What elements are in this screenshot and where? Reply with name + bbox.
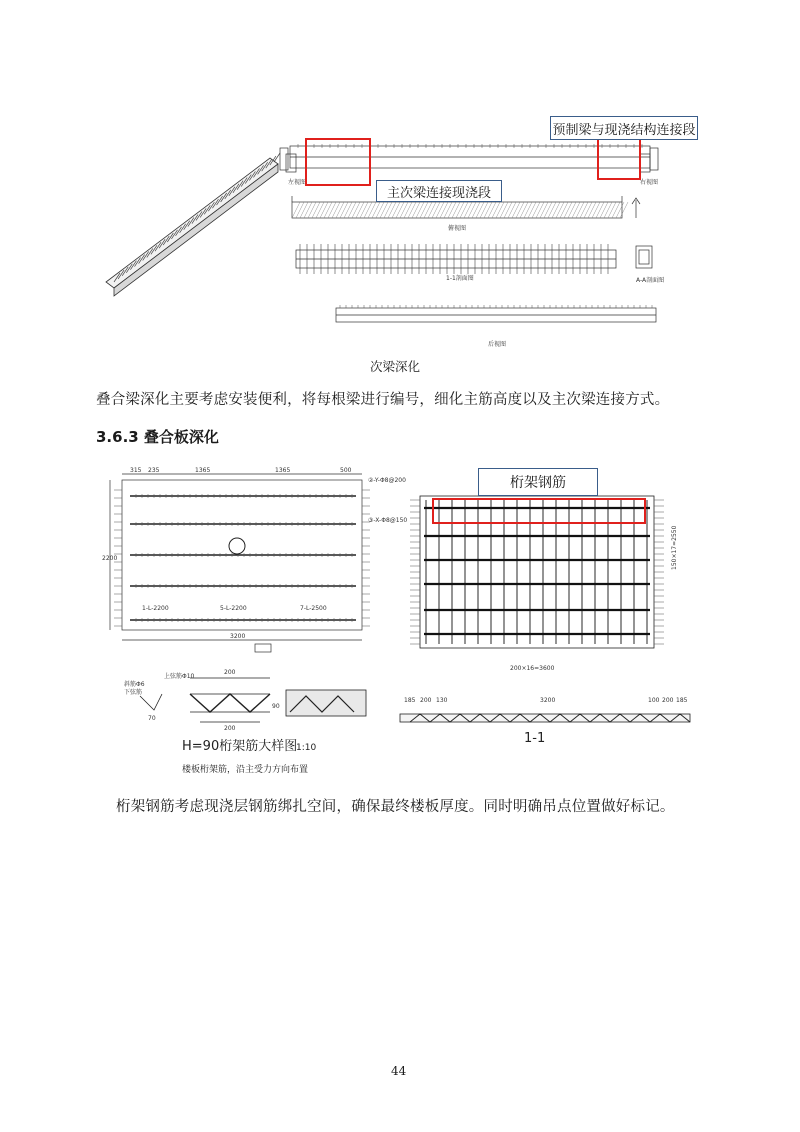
- section-dim: 130: [436, 697, 448, 704]
- plan-dim: 1365: [195, 467, 211, 474]
- drawing-line: [544, 202, 552, 218]
- rebar-mark: 1-L-2200: [142, 605, 169, 612]
- drawing-line: [464, 202, 472, 218]
- plan-dim: 1365: [275, 467, 291, 474]
- drawing-line: [388, 202, 396, 218]
- paragraph-beam: 叠合梁深化主要考虑安装便利，将每根梁进行编号，细化主筋高度以及主次梁连接方式。: [96, 392, 670, 408]
- dim-200: 200: [224, 725, 236, 732]
- drawing-line: [436, 202, 444, 218]
- drawing-line: [604, 202, 612, 218]
- drawing-line: [512, 202, 520, 218]
- drawing-line: [308, 202, 316, 218]
- drawing-line: [580, 202, 588, 218]
- view-label: 后视图: [488, 341, 507, 348]
- plan-height: 2200: [102, 555, 118, 562]
- figure-secondary-beam: [100, 110, 700, 350]
- drawing-line: [348, 202, 356, 218]
- drawing-line: [448, 202, 456, 218]
- drawing-line: [524, 202, 532, 218]
- drawing-line: [412, 202, 420, 218]
- plan-total: 3200: [230, 633, 246, 640]
- drawing-line: [364, 202, 372, 218]
- drawing-line: [572, 202, 580, 218]
- drawing-line: [424, 202, 432, 218]
- callout-beam-joint: 主次梁连接现浇段: [376, 180, 502, 202]
- drawing-line: [496, 202, 504, 218]
- dim-90: 90: [272, 703, 280, 710]
- web-bar-label: 斜筋Φ6: [124, 681, 145, 688]
- drawing-line: [492, 202, 500, 218]
- section-dim: 3200: [540, 697, 556, 704]
- drawing-line: [416, 202, 424, 218]
- drawing-line: [500, 202, 508, 218]
- drawing-line: [584, 202, 592, 218]
- plan-dim: 235: [148, 467, 160, 474]
- drawing-line: [396, 202, 404, 218]
- drawing-line: [392, 202, 400, 218]
- drawing-line: [460, 202, 468, 218]
- drawing-line: [488, 202, 496, 218]
- drawing-line: [620, 202, 628, 218]
- drawing-line: [588, 202, 596, 218]
- drawing-line: [548, 202, 556, 218]
- drawing-line: [452, 202, 460, 218]
- detail-title: H=90桁架筋大样图: [182, 739, 298, 754]
- plate-bottom-dim: 200×16=3600: [510, 665, 555, 672]
- dim-70: 70: [148, 715, 156, 722]
- drawing-line: [444, 202, 452, 218]
- plate-tag: ②-Y-Φ8@200: [368, 477, 406, 484]
- callout-precast-joint: 预制梁与现浇结构连接段: [550, 116, 698, 140]
- drawing-line: [316, 202, 324, 218]
- drawing-line: [300, 202, 308, 218]
- drawing-line: [600, 202, 608, 218]
- drawing-line: [376, 202, 384, 218]
- drawing-line: [556, 202, 564, 218]
- drawing-line: [360, 202, 368, 218]
- drawing-line: [312, 202, 320, 218]
- drawing-line: [408, 202, 416, 218]
- drawing-line: [480, 202, 488, 218]
- drawing-line: [432, 202, 440, 218]
- beam-3d-view: [106, 158, 278, 296]
- dim-200: 200: [224, 669, 236, 676]
- drawing-line: [380, 202, 388, 218]
- plan-dim: 315: [130, 467, 142, 474]
- drawing-line: [612, 202, 620, 218]
- drawing-line: [428, 202, 436, 218]
- drawing-line: [484, 202, 492, 218]
- drawing-line: [420, 202, 428, 218]
- highlight-box-left: [305, 138, 371, 186]
- figure-composite-slab: [100, 460, 700, 790]
- rebar-mark: 7-L-2500: [300, 605, 327, 612]
- plate-right-dim: 150×17=2550: [671, 525, 678, 570]
- figure1-caption: 次梁深化: [370, 359, 421, 374]
- detail-scale: 1:10: [296, 743, 317, 753]
- drawing-line: [292, 202, 300, 218]
- paragraph-slab: 桁架钢筋考虑现浇层钢筋绑扎空间，确保最终楼板厚度。同时明确吊点位置做好标记。: [116, 799, 675, 815]
- view-label: 右视图: [640, 179, 659, 186]
- drawing-line: [328, 202, 336, 218]
- drawing-line: [440, 202, 448, 218]
- drawing-line: [576, 202, 584, 218]
- highlight-box-right: [597, 138, 641, 180]
- upper-chord-label: 上弦筋Φ10: [164, 673, 195, 680]
- drawing-line: [596, 202, 604, 218]
- view-label: 1-1剖面图: [446, 275, 474, 282]
- drawing-line: [472, 202, 480, 218]
- section-dim: 100: [648, 697, 660, 704]
- drawing-line: [532, 202, 540, 218]
- drawing-line: [400, 202, 408, 218]
- drawing-line: [552, 202, 560, 218]
- drawing-line: [372, 202, 380, 218]
- drawing-line: [608, 202, 616, 218]
- drawing-line: [384, 202, 392, 218]
- drawing-line: [352, 202, 360, 218]
- section-dim: 185: [676, 697, 688, 704]
- view-label: A-A剖面图: [636, 277, 665, 284]
- drawing-line: [324, 202, 332, 218]
- plan-dim: 500: [340, 467, 352, 474]
- drawing-line: [504, 202, 512, 218]
- drawing-line: [516, 202, 524, 218]
- drawing-line: [520, 202, 528, 218]
- drawing-line: [540, 202, 548, 218]
- view-label: 左视图: [288, 179, 307, 186]
- drawing-line: [368, 202, 376, 218]
- rebar-mark: 5-L-2200: [220, 605, 247, 612]
- section-dim: 200: [420, 697, 432, 704]
- drawing-line: [508, 202, 516, 218]
- section-dim: 185: [404, 697, 416, 704]
- drawing-line: [456, 202, 464, 218]
- drawing-line: [560, 202, 568, 218]
- drawing-line: [340, 202, 348, 218]
- section-dim: 200: [662, 697, 674, 704]
- detail-note: 楼板桁架筋，沿主受力方向布置: [182, 765, 309, 775]
- plate-tag: ③-X-Φ8@150: [368, 517, 408, 524]
- drawing-line: [468, 202, 476, 218]
- callout-truss-rebar: 桁架钢筋: [478, 468, 598, 496]
- drawing-line: [304, 202, 312, 218]
- drawing-line: [320, 202, 328, 218]
- drawing-line: [356, 202, 364, 218]
- drawing-line: [616, 202, 624, 218]
- drawing-line: [404, 202, 412, 218]
- drawing-line: [568, 202, 576, 218]
- page-number: 44: [391, 1064, 407, 1078]
- section-label: 1-1: [524, 731, 546, 746]
- drawing-line: [536, 202, 544, 218]
- drawing-line: [528, 202, 536, 218]
- drawing-line: [476, 202, 484, 218]
- drawing-line: [564, 202, 572, 218]
- drawing-line: [344, 202, 352, 218]
- highlight-truss-row: [432, 498, 646, 524]
- drawing-line: [592, 202, 600, 218]
- drawing-line: [332, 202, 340, 218]
- drawing-line: [296, 202, 304, 218]
- drawing-line: [336, 202, 344, 218]
- view-label: 俯视图: [448, 225, 467, 232]
- lower-chord-label: 下弦筋: [124, 689, 143, 696]
- section-heading: 3.6.3 叠合板深化: [96, 428, 219, 446]
